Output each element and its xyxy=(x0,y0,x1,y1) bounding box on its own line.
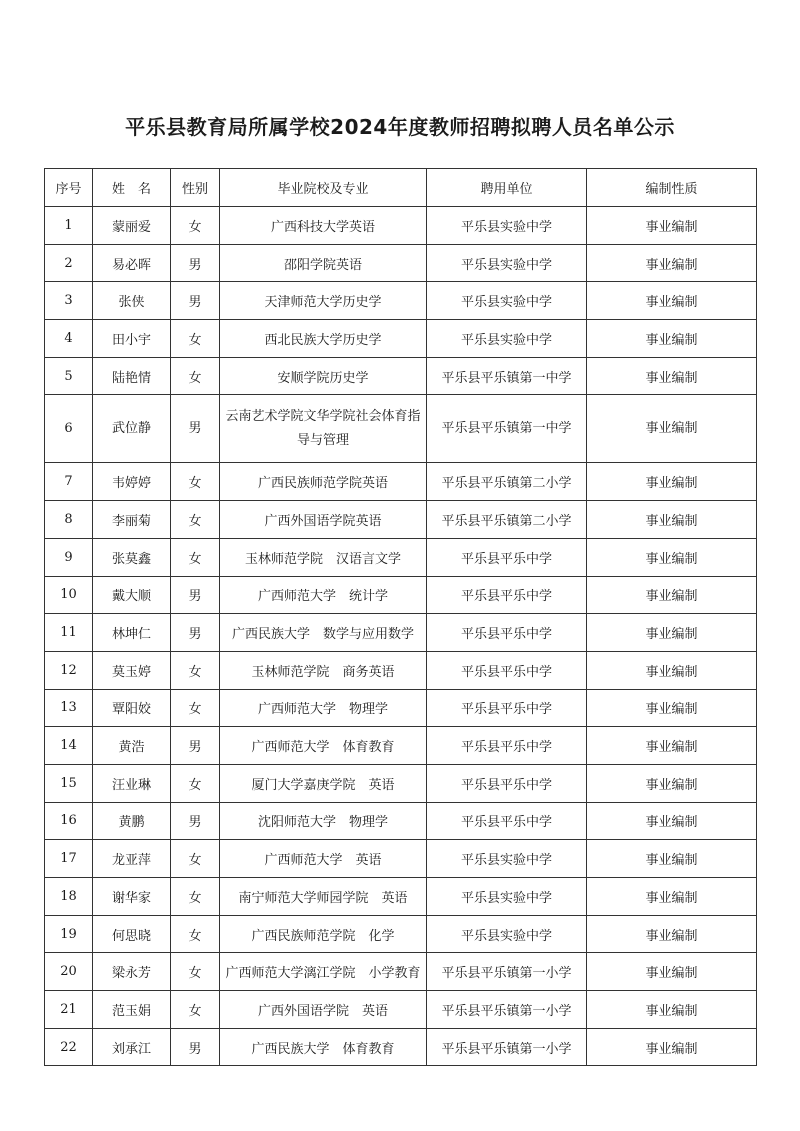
cell-staffing-type: 事业编制 xyxy=(587,651,757,689)
cell-employer: 平乐县平乐镇第二小学 xyxy=(427,501,587,539)
cell-staffing-type: 事业编制 xyxy=(587,244,757,282)
table-row xyxy=(45,651,757,689)
cell-name: 龙亚萍 xyxy=(93,840,171,878)
cell-name: 梁永芳 xyxy=(93,953,171,991)
cell-gender: 男 xyxy=(171,1028,220,1066)
cell-school-major: 广西师范大学漓江学院 小学教育 xyxy=(220,953,427,991)
cell-staffing-type: 事业编制 xyxy=(587,802,757,840)
cell-staffing-type: 事业编制 xyxy=(587,764,757,802)
cell-school-major: 玉林师范学院 商务英语 xyxy=(220,651,427,689)
cell-school-major: 广西民族师范学院英语 xyxy=(220,463,427,501)
cell-gender: 男 xyxy=(171,614,220,652)
table-row xyxy=(45,282,757,320)
cell-staffing-type: 事业编制 xyxy=(587,991,757,1029)
cell-gender: 女 xyxy=(171,320,220,358)
cell-staffing-type: 事业编制 xyxy=(587,207,757,245)
cell-name: 武位静 xyxy=(93,395,171,463)
cell-employer: 平乐县平乐镇第一小学 xyxy=(427,953,587,991)
cell-employer: 平乐县平乐中学 xyxy=(427,614,587,652)
cell-school-major: 玉林师范学院 汉语言文学 xyxy=(220,538,427,576)
table-row xyxy=(45,538,757,576)
cell-school-major: 天津师范大学历史学 xyxy=(220,282,427,320)
cell-gender: 女 xyxy=(171,991,220,1029)
table-row xyxy=(45,395,757,463)
cell-name: 林坤仁 xyxy=(93,614,171,652)
table-row xyxy=(45,991,757,1029)
cell-school-major: 南宁师范大学师园学院 英语 xyxy=(220,878,427,916)
cell-name: 覃阳姣 xyxy=(93,689,171,727)
cell-gender: 女 xyxy=(171,463,220,501)
cell-index: 6 xyxy=(45,395,93,463)
header-employer: 聘用单位 xyxy=(427,169,587,207)
cell-gender: 女 xyxy=(171,878,220,916)
table-row xyxy=(45,727,757,765)
cell-gender: 女 xyxy=(171,953,220,991)
cell-gender: 女 xyxy=(171,357,220,395)
cell-school-major: 广西外国语学院英语 xyxy=(220,501,427,539)
cell-staffing-type: 事业编制 xyxy=(587,463,757,501)
cell-staffing-type: 事业编制 xyxy=(587,614,757,652)
cell-name: 易必晖 xyxy=(93,244,171,282)
cell-employer: 平乐县实验中学 xyxy=(427,207,587,245)
cell-name: 李丽菊 xyxy=(93,501,171,539)
cell-gender: 女 xyxy=(171,207,220,245)
table-row xyxy=(45,614,757,652)
cell-staffing-type: 事业编制 xyxy=(587,1028,757,1066)
table-row xyxy=(45,915,757,953)
cell-gender: 女 xyxy=(171,538,220,576)
cell-index: 21 xyxy=(45,991,93,1029)
header-name: 姓 名 xyxy=(93,169,171,207)
cell-index: 16 xyxy=(45,802,93,840)
cell-index: 2 xyxy=(45,244,93,282)
table-row xyxy=(45,320,757,358)
table-row xyxy=(45,207,757,245)
cell-staffing-type: 事业编制 xyxy=(587,878,757,916)
cell-index: 10 xyxy=(45,576,93,614)
table-row xyxy=(45,764,757,802)
cell-gender: 女 xyxy=(171,840,220,878)
cell-gender: 女 xyxy=(171,501,220,539)
cell-name: 谢华家 xyxy=(93,878,171,916)
cell-index: 4 xyxy=(45,320,93,358)
cell-name: 田小宇 xyxy=(93,320,171,358)
header-index: 序号 xyxy=(45,169,93,207)
cell-index: 5 xyxy=(45,357,93,395)
table-header-row xyxy=(45,169,757,207)
cell-index: 7 xyxy=(45,463,93,501)
cell-employer: 平乐县实验中学 xyxy=(427,282,587,320)
cell-staffing-type: 事业编制 xyxy=(587,689,757,727)
cell-employer: 平乐县平乐镇第一中学 xyxy=(427,357,587,395)
cell-name: 蒙丽爱 xyxy=(93,207,171,245)
cell-employer: 平乐县平乐镇第一小学 xyxy=(427,991,587,1029)
cell-school-major: 广西民族师范学院 化学 xyxy=(220,915,427,953)
cell-school-major: 广西师范大学 物理学 xyxy=(220,689,427,727)
cell-gender: 男 xyxy=(171,802,220,840)
cell-school-major: 安顺学院历史学 xyxy=(220,357,427,395)
cell-gender: 男 xyxy=(171,244,220,282)
table-row xyxy=(45,576,757,614)
cell-staffing-type: 事业编制 xyxy=(587,727,757,765)
cell-index: 12 xyxy=(45,651,93,689)
cell-school-major: 广西科技大学英语 xyxy=(220,207,427,245)
cell-index: 22 xyxy=(45,1028,93,1066)
cell-school-major: 沈阳师范大学 物理学 xyxy=(220,802,427,840)
cell-staffing-type: 事业编制 xyxy=(587,282,757,320)
header-staffing-type: 编制性质 xyxy=(587,169,757,207)
cell-gender: 男 xyxy=(171,727,220,765)
cell-employer: 平乐县平乐镇第二小学 xyxy=(427,463,587,501)
cell-employer: 平乐县实验中学 xyxy=(427,320,587,358)
table-row xyxy=(45,357,757,395)
cell-school-major: 西北民族大学历史学 xyxy=(220,320,427,358)
recruitment-table xyxy=(44,168,757,1066)
cell-staffing-type: 事业编制 xyxy=(587,840,757,878)
table-row xyxy=(45,878,757,916)
table-row xyxy=(45,689,757,727)
cell-name: 陆艳情 xyxy=(93,357,171,395)
cell-employer: 平乐县平乐中学 xyxy=(427,651,587,689)
header-gender: 性别 xyxy=(171,169,220,207)
cell-staffing-type: 事业编制 xyxy=(587,501,757,539)
cell-gender: 男 xyxy=(171,576,220,614)
cell-employer: 平乐县实验中学 xyxy=(427,915,587,953)
cell-name: 韦婷婷 xyxy=(93,463,171,501)
cell-school-major: 云南艺术学院文华学院社会体育指导与管理 xyxy=(220,395,427,463)
cell-school-major: 广西民族大学 数学与应用数学 xyxy=(220,614,427,652)
cell-gender: 女 xyxy=(171,651,220,689)
cell-employer: 平乐县平乐镇第一小学 xyxy=(427,1028,587,1066)
cell-school-major: 广西师范大学 英语 xyxy=(220,840,427,878)
cell-name: 刘承江 xyxy=(93,1028,171,1066)
cell-employer: 平乐县平乐中学 xyxy=(427,802,587,840)
cell-name: 张莫鑫 xyxy=(93,538,171,576)
table-row xyxy=(45,244,757,282)
table-row xyxy=(45,953,757,991)
table-row xyxy=(45,802,757,840)
table-row xyxy=(45,1028,757,1066)
cell-employer: 平乐县平乐镇第一中学 xyxy=(427,395,587,463)
table-row xyxy=(45,840,757,878)
table-row xyxy=(45,463,757,501)
cell-employer: 平乐县平乐中学 xyxy=(427,764,587,802)
cell-staffing-type: 事业编制 xyxy=(587,576,757,614)
cell-index: 15 xyxy=(45,764,93,802)
cell-school-major: 广西师范大学 统计学 xyxy=(220,576,427,614)
cell-index: 14 xyxy=(45,727,93,765)
cell-index: 19 xyxy=(45,915,93,953)
cell-school-major: 广西外国语学院 英语 xyxy=(220,991,427,1029)
cell-name: 黄鹏 xyxy=(93,802,171,840)
cell-name: 汪业琳 xyxy=(93,764,171,802)
cell-gender: 女 xyxy=(171,764,220,802)
cell-gender: 男 xyxy=(171,395,220,463)
cell-index: 3 xyxy=(45,282,93,320)
cell-name: 何思晓 xyxy=(93,915,171,953)
cell-gender: 男 xyxy=(171,282,220,320)
table-row xyxy=(45,501,757,539)
cell-gender: 女 xyxy=(171,915,220,953)
cell-staffing-type: 事业编制 xyxy=(587,538,757,576)
cell-index: 1 xyxy=(45,207,93,245)
cell-index: 18 xyxy=(45,878,93,916)
cell-school-major: 广西师范大学 体育教育 xyxy=(220,727,427,765)
cell-index: 13 xyxy=(45,689,93,727)
cell-name: 黄浩 xyxy=(93,727,171,765)
cell-name: 戴大顺 xyxy=(93,576,171,614)
header-school-major: 毕业院校及专业 xyxy=(220,169,427,207)
cell-index: 20 xyxy=(45,953,93,991)
cell-employer: 平乐县平乐中学 xyxy=(427,689,587,727)
cell-staffing-type: 事业编制 xyxy=(587,953,757,991)
cell-index: 9 xyxy=(45,538,93,576)
cell-employer: 平乐县平乐中学 xyxy=(427,538,587,576)
cell-employer: 平乐县实验中学 xyxy=(427,840,587,878)
cell-index: 8 xyxy=(45,501,93,539)
cell-name: 莫玉婷 xyxy=(93,651,171,689)
cell-school-major: 邵阳学院英语 xyxy=(220,244,427,282)
cell-gender: 女 xyxy=(171,689,220,727)
cell-staffing-type: 事业编制 xyxy=(587,915,757,953)
cell-school-major: 广西民族大学 体育教育 xyxy=(220,1028,427,1066)
cell-staffing-type: 事业编制 xyxy=(587,357,757,395)
page-title: 平乐县教育局所属学校2024年度教师招聘拟聘人员名单公示 xyxy=(125,115,675,139)
cell-index: 11 xyxy=(45,614,93,652)
cell-staffing-type: 事业编制 xyxy=(587,395,757,463)
cell-employer: 平乐县实验中学 xyxy=(427,244,587,282)
cell-name: 张侠 xyxy=(93,282,171,320)
cell-employer: 平乐县平乐中学 xyxy=(427,727,587,765)
cell-employer: 平乐县平乐中学 xyxy=(427,576,587,614)
cell-school-major: 厦门大学嘉庚学院 英语 xyxy=(220,764,427,802)
cell-index: 17 xyxy=(45,840,93,878)
cell-staffing-type: 事业编制 xyxy=(587,320,757,358)
cell-name: 范玉娟 xyxy=(93,991,171,1029)
cell-employer: 平乐县实验中学 xyxy=(427,878,587,916)
